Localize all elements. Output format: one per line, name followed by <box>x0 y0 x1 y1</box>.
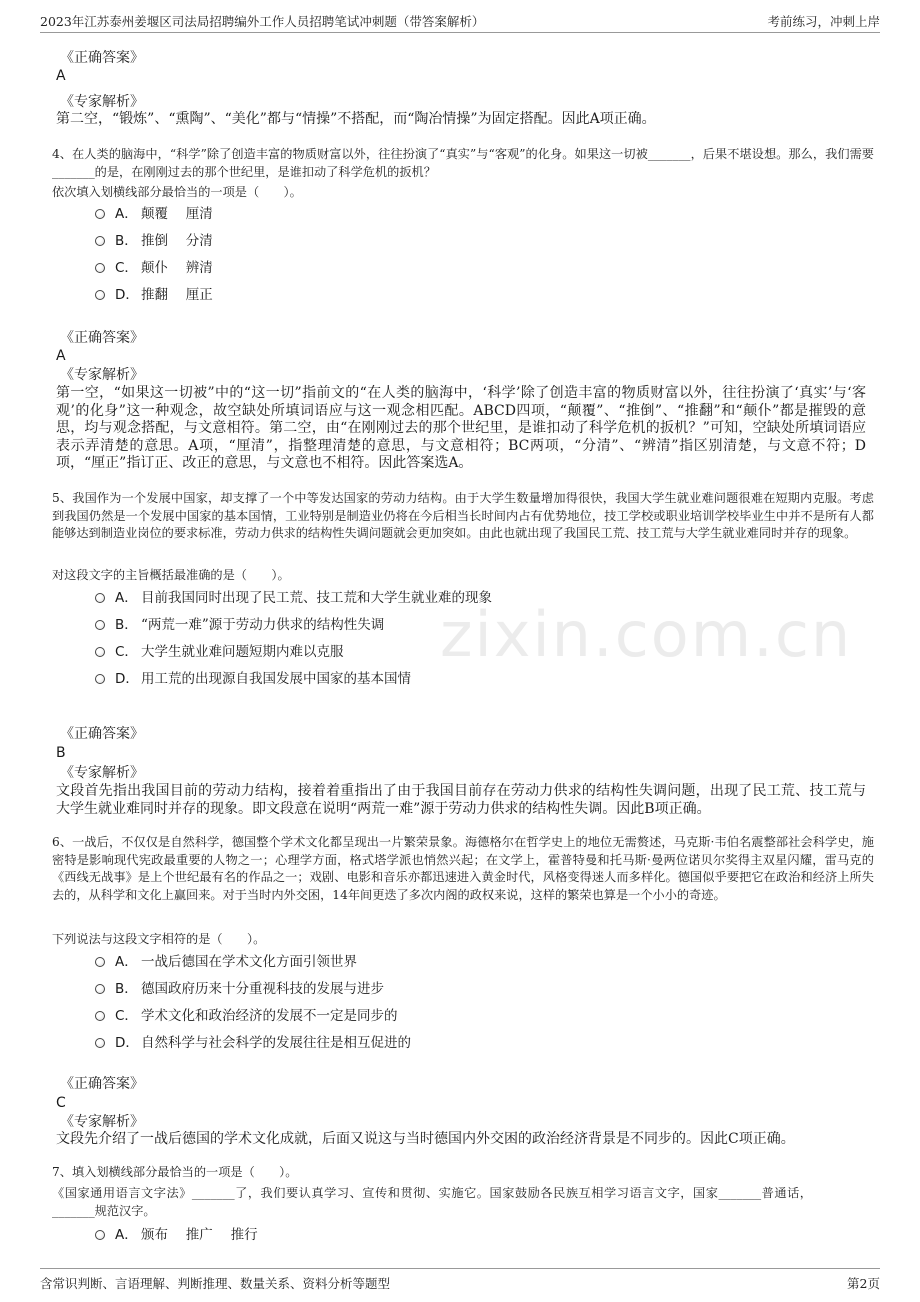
question-6-stem: 6、一战后，不仅仅是自然科学，德国整个学术文化都呈现出一片繁荣景象。海德格尔在哲学史上的地位无需赘述，马克斯·韦伯名震整部社会科学史，施密特是影响现代宪政最重要的人物之一；心理学方面，格式塔学派也悄然兴起；在文学上，霍普特曼和托马斯·曼两位诺贝尔奖得主双星闪耀，雷马克的《西线无战事》是上个世纪最有名的作品之一；戏剧、电影和音乐亦都迅速进入黄金时代，风格变得迷人而多样化。德国似乎要把它在政治和经济上所失去的，从科学和文化上赢回来。对于当时内外交困，14年间更迭了多次内阁的政权来说，这样的繁荣也算是一个小小的奇迹。 <box>52 835 874 902</box>
question-4-option-c[interactable]: C． 颠仆 辨清 <box>95 259 213 277</box>
radio-icon[interactable] <box>95 1011 105 1021</box>
analysis-label-4: 《专家解析》 <box>60 367 144 383</box>
analysis-label-5: 《专家解析》 <box>60 765 144 781</box>
analysis-text-5: 文段首先指出我国目前的劳动力结构，接着着重指出了由于我国目前存在劳动力供求的结构性失调问题，出现了民工荒、技工荒与大学生就业难同时并存的现象。即文段意在说明“两荒一难”源于劳动力供求的结构性失调。因此B项正确。 <box>56 783 866 817</box>
radio-icon[interactable] <box>95 290 105 300</box>
question-4-stem: 4、在人类的脑海中，“科学”除了创造丰富的物质财富以外，往往扮演了“真实”与“客观”的化身。如果这一切被_______，后果不堪设想。那么，我们需要_______的是，在刚刚过去的那个世纪里，是谁扣动了科学危机的扳机？ <box>52 147 874 179</box>
radio-icon[interactable] <box>95 209 105 219</box>
question-7-option-a[interactable]: A． 颁布 推广 推行 <box>95 1226 258 1244</box>
radio-icon[interactable] <box>95 957 105 967</box>
analysis-label-6: 《专家解析》 <box>60 1114 144 1130</box>
question-4-option-b[interactable]: B． 推倒 分清 <box>95 232 213 250</box>
answer-value-4: A <box>56 348 66 364</box>
radio-icon[interactable] <box>95 674 105 684</box>
question-6-option-d[interactable]: D． 自然科学与社会科学的发展往往是相互促进的 <box>95 1034 411 1052</box>
question-7-text: 《国家通用语言文字法》_______了，我们要认真学习、宣传和贯彻、实施它。国家鼓励各民族互相学习语言文字，国家_______普通话，_______规范汉字。 <box>52 1186 812 1218</box>
radio-icon[interactable] <box>95 1038 105 1048</box>
page-header <box>40 10 880 33</box>
analysis-label-0: 《专家解析》 <box>60 94 144 110</box>
question-6-prompt: 下列说法与这段文字相符的是（ ）。 <box>52 932 266 946</box>
question-5-option-c[interactable]: C． 大学生就业难问题短期内难以克服 <box>95 643 344 661</box>
question-5-option-a[interactable]: A． 目前我国同时出现了民工荒、技工荒和大学生就业难的现象 <box>95 589 492 607</box>
answer-value-6: C <box>56 1095 66 1111</box>
question-4-option-a[interactable]: A． 颠覆 厘清 <box>95 205 213 223</box>
question-5-stem: 5、我国作为一个发展中国家，却支撑了一个中等发达国家的劳动力结构。由于大学生数量增加得很快，我国大学生就业难问题很难在短期内克服。考虑到我国仍然是一个发展中国家的基本国情，工业特别是制造业仍将在今后相当长时间内占有优势地位，技工学校或职业培训学校毕业生中并不是所有人都能够达到制造业岗位的要求标准，劳动力供求的结构性失调问题就会更加突如。由此也就出现了我国民工荒、技工荒与大学生就业难同时并存的现象。 <box>52 491 874 540</box>
question-4-option-d[interactable]: D． 推翻 厘正 <box>95 286 213 304</box>
header-slogan: 考前练习，冲刺上岸 <box>767 14 880 29</box>
radio-icon[interactable] <box>95 984 105 994</box>
question-5-prompt: 对这段文字的主旨概括最准确的是（ ）。 <box>52 568 290 582</box>
page-number: 第2页 <box>847 1276 880 1291</box>
question-6-option-c[interactable]: C． 学术文化和政治经济的发展不一定是同步的 <box>95 1007 398 1025</box>
footer-description: 含常识判断、言语理解、判断推理、数量关系、资料分析等题型 <box>40 1276 391 1291</box>
watermark: zixin.com.cn <box>440 598 853 671</box>
radio-icon[interactable] <box>95 593 105 603</box>
question-5-option-b[interactable]: B． “两荒一难”源于劳动力供求的结构性失调 <box>95 616 384 634</box>
analysis-text-6: 文段先介绍了一战后德国的学术文化成就，后面又说这与当时德国内外交困的政治经济背景是不同步的。因此C项正确。 <box>56 1131 795 1147</box>
radio-icon[interactable] <box>95 263 105 273</box>
answer-value-0: A <box>56 68 66 84</box>
page-footer <box>40 1268 880 1291</box>
answer-label-4: 《正确答案》 <box>60 330 144 346</box>
answer-label-6: 《正确答案》 <box>60 1076 144 1092</box>
answer-value-5: B <box>56 745 66 761</box>
radio-icon[interactable] <box>95 647 105 657</box>
radio-icon[interactable] <box>95 1230 105 1240</box>
question-4-prompt: 依次填入划横线部分最恰当的一项是（ ）。 <box>52 185 302 199</box>
answer-label-5: 《正确答案》 <box>60 726 144 742</box>
question-7-stem: 7、填入划横线部分最恰当的一项是（ ）。 <box>52 1165 298 1179</box>
radio-icon[interactable] <box>95 236 105 246</box>
analysis-text-0: 第二空，“锻炼”、“熏陶”、“美化”都与“情操”不搭配，而“陶冶情操”为固定搭配。因此A项正确。 <box>56 111 656 127</box>
question-5-option-d[interactable]: D． 用工荒的出现源自我国发展中国家的基本国情 <box>95 670 411 688</box>
radio-icon[interactable] <box>95 620 105 630</box>
analysis-text-4: 第一空，“如果这一切被”中的“这一切”指前文的“在人类的脑海中，‘科学’除了创造丰富的物质财富以外，往往扮演了‘真实’与‘客观’的化身”这一种观念，故空缺处所填词语应与这一观念相匹配。ABCD四项，“颠覆”、“推倒”、“推翻”和“颠仆”都是摧毁的意思，均与观念搭配，与文意相符。第二空，由“在刚刚过去的那个世纪里，是谁扣动了科学危机的扳机？”可知，空缺处所填词语应表示弄清楚的意思。A项，“厘清”，指整理清楚的意思，与文意相符；BC两项，“分清”、“辨清”指区别清楚，与文意不符；D项，“厘正”指订正、改正的意思，与文意也不相符。因此答案选A。 <box>56 385 866 471</box>
document-title: 2023年江苏泰州姜堰区司法局招聘编外工作人员招聘笔试冲刺题（带答案解析） <box>40 14 485 29</box>
question-6-option-a[interactable]: A． 一战后德国在学术文化方面引领世界 <box>95 953 357 971</box>
answer-label-0: 《正确答案》 <box>60 50 144 66</box>
question-6-option-b[interactable]: B． 德国政府历来十分重视科技的发展与进步 <box>95 980 384 998</box>
